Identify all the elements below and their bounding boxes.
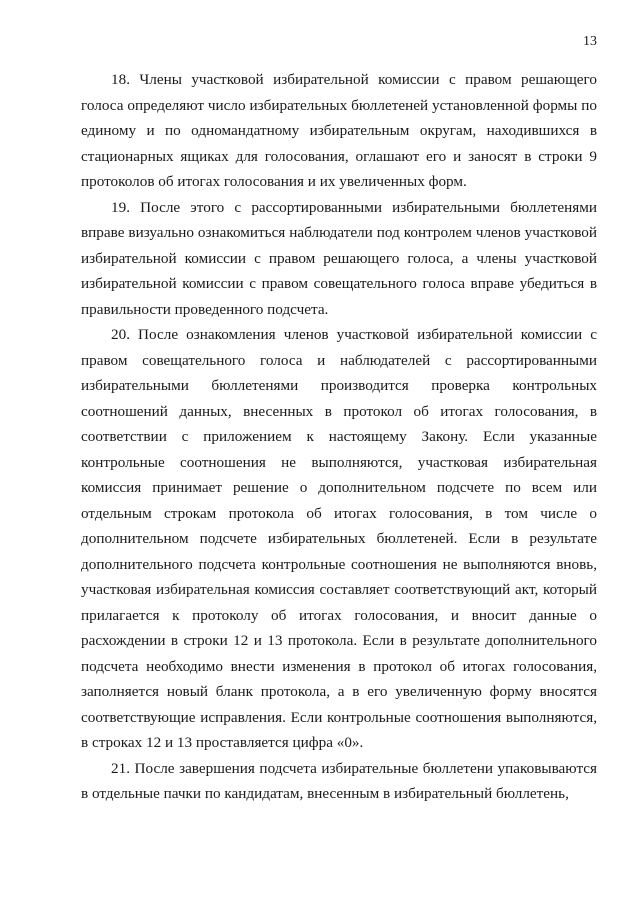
page-number: 13 [583,34,597,49]
paragraph-21: 21. После завершения подсчета избирательные бюллетени упаковываются в отдельные пачки по кандидатам, внесенным в избирательный бюллетень, [81,759,597,802]
paragraph-20: 20. После ознакомления членов участковой избирательной комиссии с правом совещательного голоса и наблюдателей с рассортированными избирательными бюллетенями производится проверка контрольных соотношений данных, внесенных в протокол об итогах голосования, в соответствии с приложением к настоящему Закону. Если указанные контрольные соотношения не выполняются, участковая избирательная комиссия принимает решение о дополнительном подсчете по всем или отдельным строкам протокола об итогах голосования, в том числе о дополнительном подсчете избирательных бюллетеней. Если в результате дополнительного подсчета контрольные соотношения не выполняются вновь, участковая избирательная комиссия составляет соответствующий акт, который прилагается к протоколу об итогах голосования, и вносит данные о расхождении в строки 12 и 13 протокола. Если в результате дополнительного подсчета необходимо внести изменения в протокол об итогах голосования, заполняется новый бланк протокола, а в его увеличенную форму вносятся соответствующие исправления. Если контрольные соотношения выполняются, в строках 12 и 13 проставляется цифра «0». [81,326,597,751]
paragraph-18: 18. Члены участковой избирательной комиссии с правом решающего голоса определяют число избирательных бюллетеней установленной формы по единому и по одномандатному избирательным округам, находившихся в стационарных ящиках для голосования, оглашают его и заносят в строки 9 протоколов об итогах голосования и их увеличенных форм. [81,71,597,190]
paragraph-19: 19. После этого с рассортированными избирательными бюллетенями вправе визуально ознакомиться наблюдатели под контролем членов участковой избирательной комиссии с правом решающего голоса, а члены участковой избирательной комиссии с правом совещательного голоса вправе убедиться в правильности проведенного подсчета. [81,198,597,318]
document-body [81,67,597,807]
